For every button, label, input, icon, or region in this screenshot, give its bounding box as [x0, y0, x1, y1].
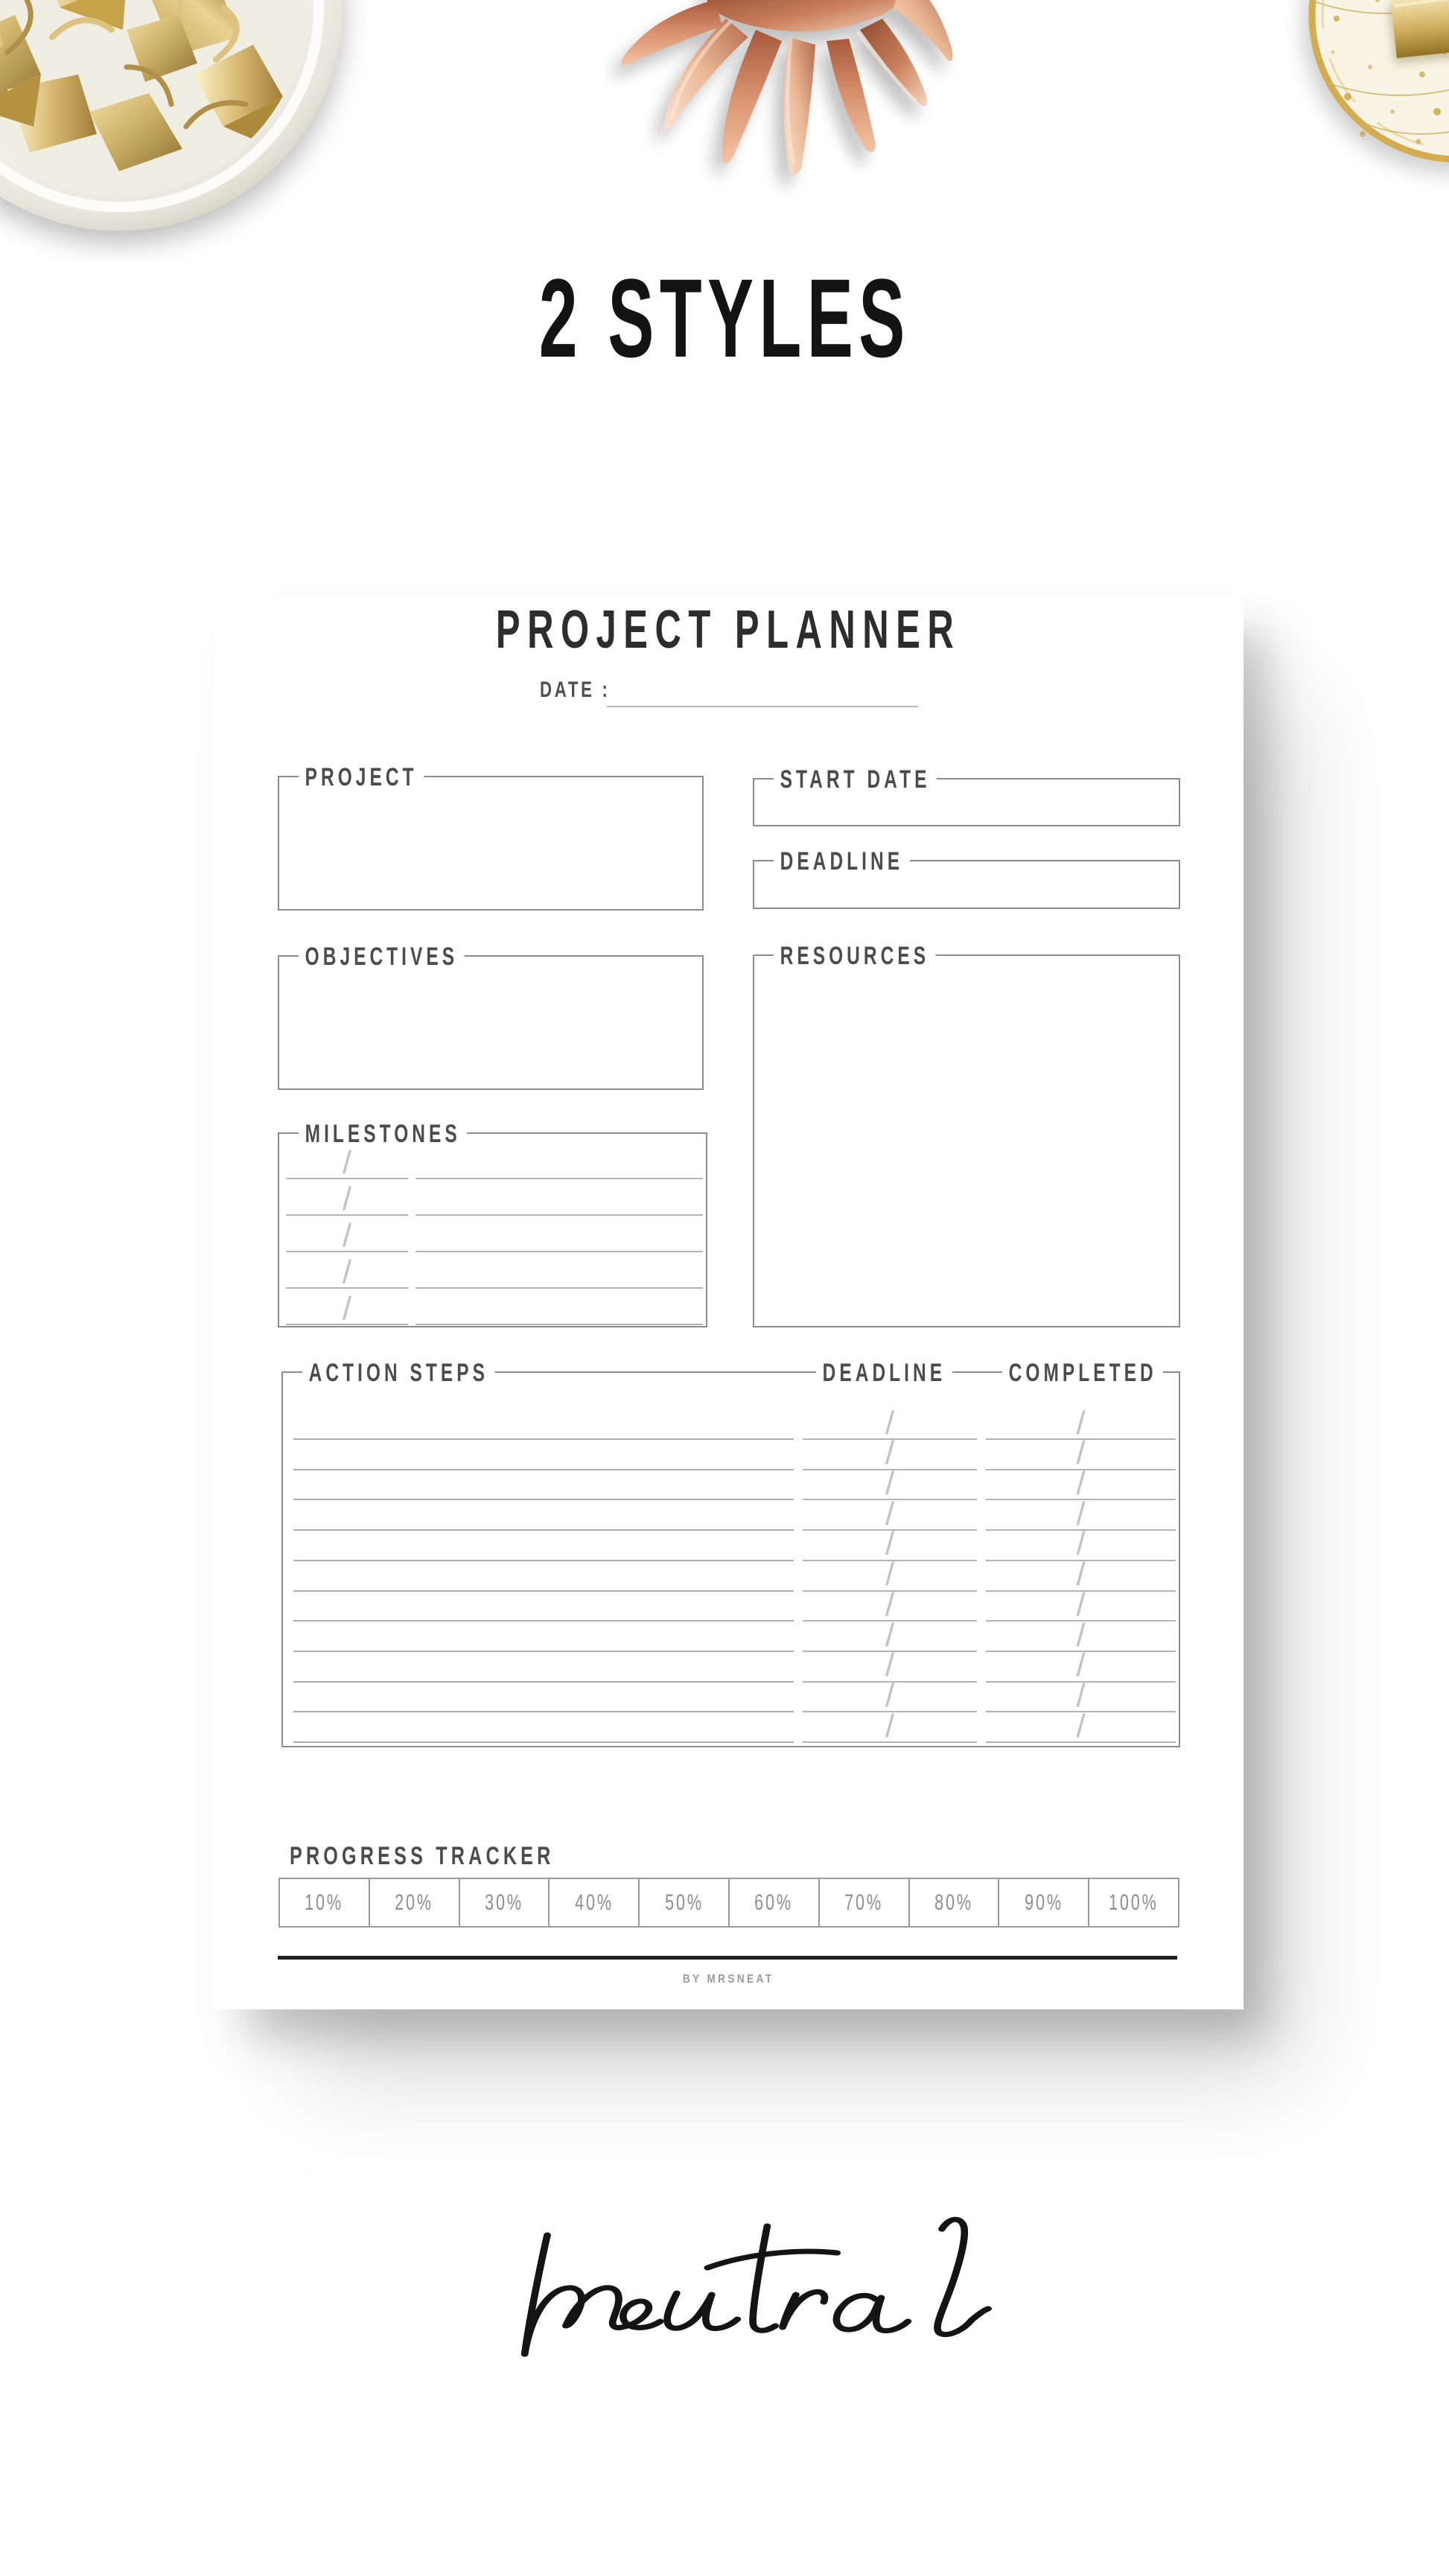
- action-row: [283, 1495, 1179, 1532]
- slash-mark: /: [1076, 1404, 1086, 1441]
- slash-mark: /: [342, 1253, 352, 1290]
- gold-trinket-dish-photo: [1266, 0, 1449, 201]
- progress-cell: 10%: [305, 1890, 344, 1915]
- footer-divider-line: [278, 1956, 1177, 1960]
- milestone-row: [279, 1134, 706, 1179]
- action-completed-line: [986, 1707, 1176, 1744]
- start-date-box-label: START DATE: [774, 765, 937, 794]
- progress-tracker-label: PROGRESS TRACKER: [290, 1842, 555, 1870]
- slash-mark: /: [885, 1586, 895, 1623]
- deadline-box-label: DEADLINE: [774, 847, 910, 876]
- slash-mark: /: [342, 1289, 352, 1327]
- action-row: [283, 1647, 1179, 1684]
- milestone-row: [279, 1216, 706, 1252]
- action-steps-table: [281, 1359, 1180, 1747]
- slash-mark: /: [1076, 1556, 1086, 1593]
- page-title: PROJECT PLANNER: [495, 600, 961, 660]
- action-row: [283, 1616, 1179, 1654]
- start-date-box: [753, 765, 1180, 826]
- date-label: DATE :: [540, 678, 611, 702]
- action-steps-column-header: ACTION STEPS: [302, 1359, 495, 1387]
- progress-cell: 100%: [1088, 1879, 1178, 1926]
- slash-mark: /: [1076, 1707, 1086, 1744]
- slash-mark: /: [1076, 1616, 1086, 1654]
- slash-mark: /: [1076, 1435, 1086, 1472]
- milestone-date-line: [286, 1289, 408, 1327]
- style-name-script: [488, 2189, 1009, 2375]
- action-rows: [283, 1373, 1179, 1743]
- action-row: [283, 1465, 1179, 1502]
- action-deadline-line: [803, 1707, 977, 1744]
- slash-mark: /: [1076, 1677, 1086, 1714]
- action-row: [283, 1525, 1179, 1563]
- slash-mark: /: [342, 1144, 352, 1181]
- milestone-row: [279, 1179, 706, 1216]
- progress-cell: 60%: [728, 1879, 818, 1926]
- deadline-column-header: DEADLINE: [816, 1359, 952, 1387]
- milestones-box-label: MILESTONES: [299, 1120, 467, 1148]
- resources-box: [753, 942, 1180, 1327]
- project-box: [278, 763, 704, 911]
- action-row: [283, 1373, 1179, 1440]
- objectives-box-label: OBJECTIVES: [299, 943, 465, 971]
- slash-mark: /: [342, 1180, 352, 1217]
- slash-mark: /: [885, 1556, 895, 1593]
- action-row: [283, 1707, 1179, 1744]
- copper-monstera-leaf-photo: [603, 0, 961, 201]
- progress-cell: 90%: [998, 1879, 1088, 1926]
- progress-cell: 70%: [818, 1879, 908, 1926]
- milestones-box: [278, 1120, 707, 1327]
- progress-cell: 80%: [908, 1879, 999, 1926]
- milestone-row: [279, 1252, 706, 1289]
- slash-mark: /: [885, 1525, 895, 1563]
- styles-count-heading: 2 STYLES: [538, 255, 911, 380]
- slash-mark: /: [1076, 1586, 1086, 1623]
- action-row: [283, 1677, 1179, 1714]
- deadline-box: [753, 847, 1180, 909]
- progress-cell: 20%: [369, 1879, 459, 1926]
- slash-mark: /: [885, 1707, 895, 1744]
- planner-page: [212, 594, 1243, 2009]
- slash-mark: /: [342, 1217, 352, 1254]
- resources-box-label: RESOURCES: [774, 942, 936, 970]
- milestones-rows: [279, 1134, 706, 1325]
- slash-mark: /: [885, 1677, 895, 1714]
- slash-mark: /: [885, 1647, 895, 1684]
- objectives-box: [278, 943, 704, 1090]
- progress-cell: 40%: [548, 1879, 638, 1926]
- milestone-row: [279, 1289, 706, 1325]
- project-box-label: PROJECT: [299, 763, 424, 791]
- progress-cell: 50%: [638, 1879, 728, 1926]
- slash-mark: /: [1076, 1465, 1086, 1502]
- slash-mark: /: [885, 1495, 895, 1532]
- action-row: [283, 1435, 1179, 1472]
- gold-binder-clips-bowl-photo: [0, 0, 372, 261]
- action-row: [283, 1556, 1179, 1593]
- slash-mark: /: [1076, 1525, 1086, 1563]
- slash-mark: /: [1076, 1495, 1086, 1532]
- action-step-line: [293, 1741, 794, 1743]
- slash-mark: /: [885, 1465, 895, 1502]
- slash-mark: /: [1076, 1647, 1086, 1684]
- action-row: [283, 1586, 1179, 1623]
- milestone-text-line: [415, 1324, 703, 1325]
- progress-cell: 30%: [459, 1879, 549, 1926]
- date-write-line: [607, 706, 918, 707]
- completed-column-header: COMPLETED: [1002, 1359, 1163, 1387]
- slash-mark: /: [885, 1435, 895, 1472]
- slash-mark: /: [885, 1616, 895, 1654]
- brand-byline: BY MRSNEAT: [682, 1973, 774, 1986]
- progress-tracker-cells: [278, 1878, 1179, 1928]
- slash-mark: /: [885, 1404, 895, 1441]
